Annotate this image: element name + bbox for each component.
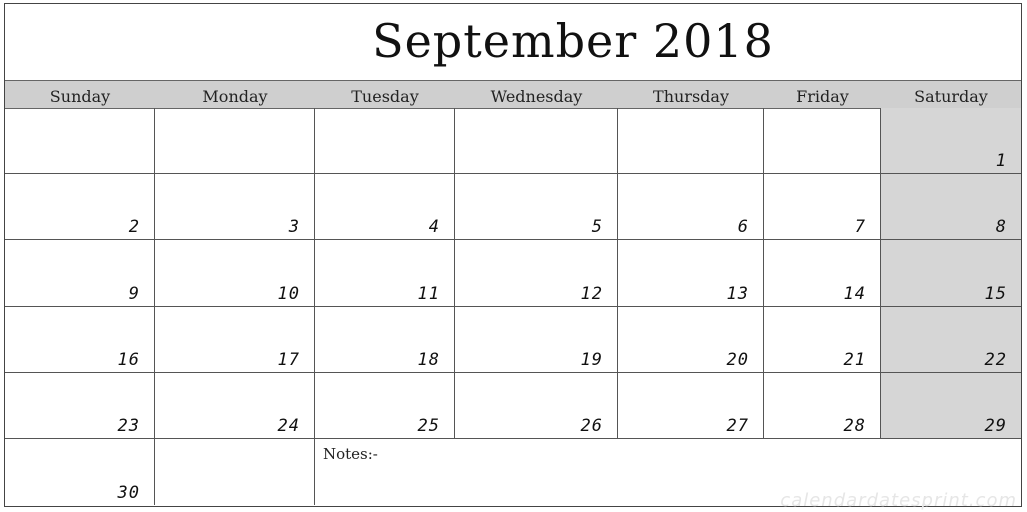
day-number: 2 <box>128 217 140 237</box>
day-number: 8 <box>995 217 1007 237</box>
calendar-day-cell <box>618 240 764 307</box>
calendar-day-cell <box>881 307 1021 373</box>
weekday-saturday: Saturday <box>914 87 988 106</box>
day-number: 5 <box>591 217 603 237</box>
day-number: 27 <box>726 416 749 436</box>
day-number: 30 <box>117 483 140 503</box>
calendar-day-cell <box>455 108 618 174</box>
calendar-day-cell <box>315 373 455 439</box>
day-number: 25 <box>417 416 440 436</box>
day-number: 22 <box>984 350 1007 370</box>
weekday-tuesday: Tuesday <box>351 87 419 106</box>
calendar-day-cell <box>455 174 618 240</box>
day-number: 12 <box>580 284 603 304</box>
day-number: 21 <box>843 350 866 370</box>
calendar-day-cell <box>315 108 455 174</box>
calendar-day-cell <box>764 307 881 373</box>
day-number: 11 <box>417 284 440 304</box>
calendar-day-cell <box>881 373 1021 439</box>
calendar-day-cell <box>315 174 455 240</box>
calendar-day-cell <box>5 439 155 505</box>
weekday-monday: Monday <box>202 87 268 106</box>
weekday-friday: Friday <box>796 87 849 106</box>
day-number: 24 <box>277 416 300 436</box>
calendar-day-cell <box>315 307 455 373</box>
day-number: 23 <box>117 416 140 436</box>
day-number: 9 <box>128 284 140 304</box>
weekday-header <box>5 80 1021 109</box>
calendar-day-cell <box>764 373 881 439</box>
day-number: 6 <box>737 217 749 237</box>
day-number: 14 <box>843 284 866 304</box>
calendar-title: September 2018 <box>372 14 774 68</box>
calendar-day-cell <box>5 373 155 439</box>
calendar-day-cell <box>455 373 618 439</box>
day-number: 7 <box>854 217 866 237</box>
day-number: 1 <box>995 151 1007 171</box>
calendar-day-cell <box>881 240 1021 307</box>
calendar-day-cell <box>881 108 1021 174</box>
calendar-day-cell <box>155 240 315 307</box>
day-number: 4 <box>428 217 440 237</box>
calendar-day-cell <box>155 108 315 174</box>
calendar-day-cell <box>764 108 881 174</box>
calendar-day-cell <box>155 174 315 240</box>
calendar-day-cell <box>5 174 155 240</box>
day-number: 17 <box>277 350 300 370</box>
day-number: 18 <box>417 350 440 370</box>
day-number: 13 <box>726 284 749 304</box>
day-number: 15 <box>984 284 1007 304</box>
calendar-day-cell <box>315 240 455 307</box>
calendar-day-cell <box>618 174 764 240</box>
calendar-day-cell <box>155 307 315 373</box>
calendar-day-cell <box>618 373 764 439</box>
calendar-day-cell <box>764 174 881 240</box>
weekday-wednesday: Wednesday <box>490 87 583 106</box>
calendar-day-cell <box>455 307 618 373</box>
day-number: 29 <box>984 416 1007 436</box>
calendar-day-cell <box>618 307 764 373</box>
weekday-thursday: Thursday <box>653 87 729 106</box>
day-number: 28 <box>843 416 866 436</box>
watermark: calendardatesprint.com <box>780 490 1017 511</box>
day-number: 10 <box>277 284 300 304</box>
calendar-day-cell <box>5 108 155 174</box>
notes-label: Notes:- <box>323 445 378 463</box>
calendar-day-cell <box>155 373 315 439</box>
day-number: 19 <box>580 350 603 370</box>
weekday-sunday: Sunday <box>49 87 111 106</box>
day-number: 3 <box>288 217 300 237</box>
calendar-day-cell <box>764 240 881 307</box>
day-number: 16 <box>117 350 140 370</box>
calendar-day-cell <box>455 240 618 307</box>
day-number: 20 <box>726 350 749 370</box>
calendar-day-cell <box>5 240 155 307</box>
calendar-day-cell <box>881 174 1021 240</box>
calendar-day-cell <box>155 439 315 505</box>
calendar-day-cell <box>5 307 155 373</box>
day-number: 26 <box>580 416 603 436</box>
calendar-day-cell <box>618 108 764 174</box>
